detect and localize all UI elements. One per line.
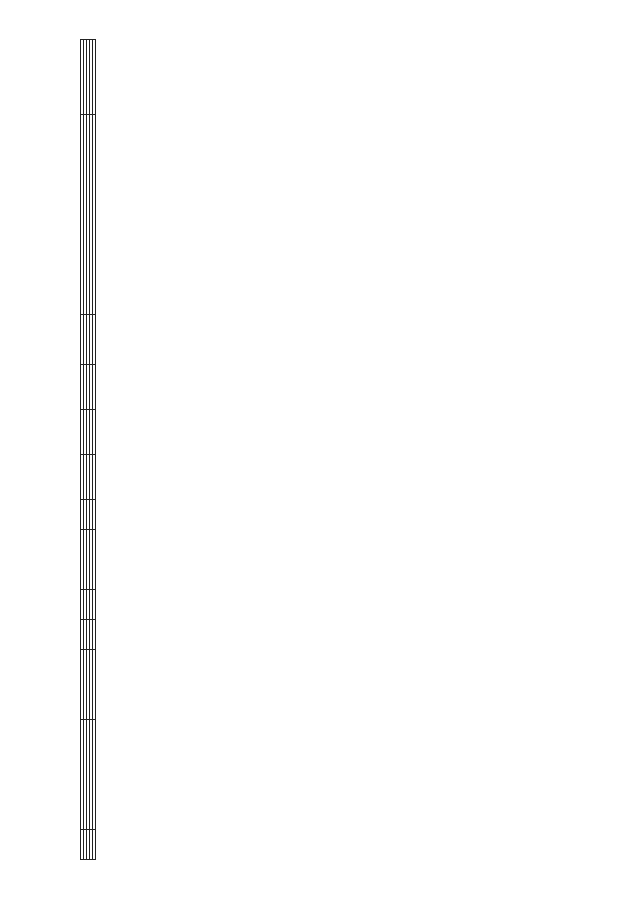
table-cell — [93, 315, 96, 365]
table-cell — [93, 40, 96, 115]
table-cell — [93, 115, 96, 315]
table-cell — [93, 500, 96, 530]
table-cell — [93, 530, 96, 590]
table-cell — [93, 365, 96, 410]
table-cell — [93, 720, 96, 830]
table-cell — [93, 830, 96, 860]
table-row — [93, 40, 96, 860]
table-cell — [93, 650, 96, 720]
table-cell — [93, 620, 96, 650]
table-body — [84, 40, 96, 860]
table-cell — [93, 410, 96, 455]
table-cell — [93, 455, 96, 500]
table-container — [80, 40, 600, 860]
data-table — [80, 39, 96, 860]
table-cell — [93, 590, 96, 620]
